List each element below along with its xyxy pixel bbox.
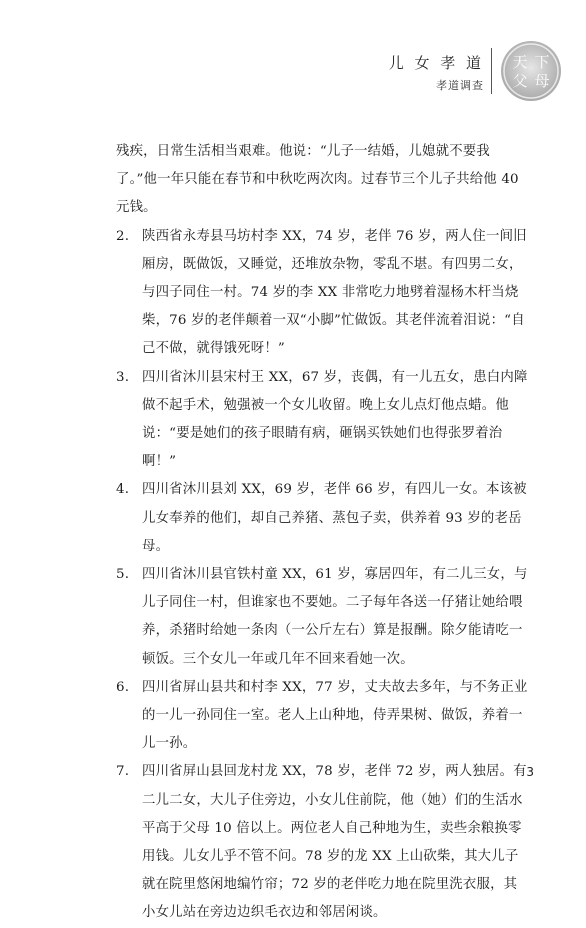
continuation-paragraph: 残疾，日常生活相当艰难。他说：“儿子一结婚，儿媳就不要我了。”他一年只能在春节和中秋吃两次肉。过春节三个儿子共给他 40 元钱。	[116, 144, 519, 216]
item-number: 4.	[116, 482, 130, 498]
page-body	[116, 138, 530, 928]
page-number: 3	[526, 765, 534, 779]
list-item	[116, 476, 530, 561]
list-item	[116, 758, 530, 927]
item-text: 四川省沐川县宋村王 XX，67 岁，丧偶，有一儿五女，患白内障做不起手术，勉强被一个女儿收留。晚上女儿点灯他点蜡。他说：“要是她们的孩子眼睛有病，砸锅买铁她们也得张罗着治啊！”	[142, 369, 528, 470]
svg-text:父: 父	[512, 72, 528, 90]
item-text: 陕西省永寿县马坊村李 XX，74 岁，老伴 76 岁，两人住一间旧厢房，既做饭，又睡觉，还堆放杂物，零乱不堪。有四男二女，与四子同住一村。74 岁的李 XX 非常吃力地劈着湿杨木杆当烧柴，76 岁的老伴颠着一双“小脚”忙做饭。其老伴流着泪说：“自己不做，就得饿死呀！”	[142, 228, 527, 357]
list-item	[116, 561, 530, 674]
item-number: 3.	[116, 369, 130, 385]
svg-text:下: 下	[534, 53, 550, 71]
list-item	[116, 674, 530, 759]
item-number: 6.	[116, 679, 130, 695]
item-number: 2.	[116, 228, 130, 244]
svg-text:天: 天	[512, 53, 528, 71]
running-header	[362, 40, 562, 102]
list-item	[116, 364, 530, 477]
chapter-title: 孝道调查	[436, 79, 484, 92]
item-number: 5.	[116, 567, 130, 583]
list-item	[116, 223, 530, 364]
item-text: 四川省沐川县刘 XX，69 岁，老伴 66 岁，有四儿一女。本该被儿女奉养的他们，却自己养猪、蒸包子卖，供养着 93 岁的老岳母。	[142, 482, 527, 554]
header-divider	[491, 48, 492, 94]
item-number: 7.	[116, 764, 130, 780]
item-text: 四川省屏山县回龙村龙 XX，78 岁，老伴 72 岁，两人独居。有二儿二女，大儿子住旁边，小女儿住前院，他（她）们的生活水平高于父母 10 倍以上。两位老人自己种地为生，卖些余粮换零用钱。儿女儿乎不管不问。78 岁的龙 XX 上山砍柴，其大儿子就在院里悠闲地编竹帘；72 岁的老伴吃力地在院里洗衣服，其小女儿站在旁边边织毛衣边和邻居闲谈。	[142, 764, 527, 921]
item-text: 四川省沐川县官铁村童 XX，61 岁，寡居四年，有二儿三女，与儿子同住一村，但谁家也不要她。二子每年各送一仔猪让她给喂养，杀猪时给她一条肉（一公斤左右）算是报酬。除夕能请吃一顿饭。三个女儿一年或几年不回来看她一次。	[142, 567, 528, 667]
header-text	[389, 52, 484, 93]
book-title: 儿 女 孝 道	[388, 54, 484, 72]
seal-logo-icon	[500, 40, 562, 102]
svg-text:母: 母	[534, 72, 550, 90]
item-text: 四川省屏山县共和村李 XX，77 岁，丈夫故去多年，与不务正业的一儿一孙同住一室。老人上山种地，侍弄果树、做饭，养着一儿一孙。	[142, 679, 528, 752]
